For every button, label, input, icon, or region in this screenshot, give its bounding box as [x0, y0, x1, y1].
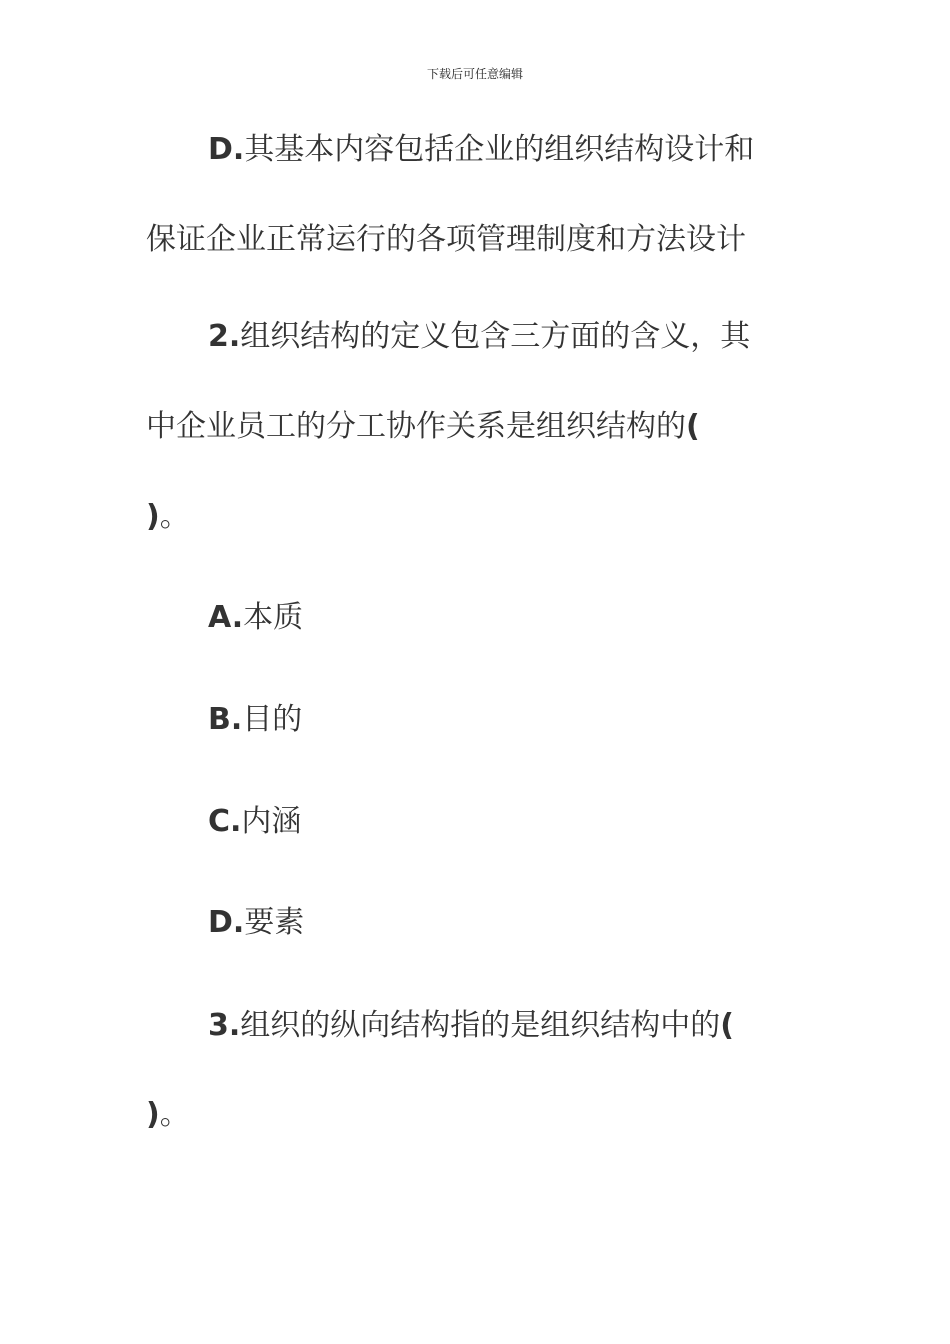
q2-line3	[146, 497, 190, 537]
option-label: D.	[208, 905, 245, 940]
blank-open-paren: (	[686, 409, 700, 444]
blank-close-paren: )	[146, 499, 160, 534]
question-text-continued: 中企业员工的分工协作关系是组织结构的	[146, 409, 686, 444]
q2-line1	[208, 317, 750, 357]
option-text: 其基本内容包括企业的组织结构设计和	[244, 132, 755, 167]
option-text: 内涵	[241, 804, 302, 839]
q2-option-c	[208, 802, 301, 842]
q2-option-a	[208, 598, 303, 638]
blank-open-paren: (	[720, 1008, 734, 1043]
question-text: 组织结构的定义包含三方面的含义，其	[240, 319, 751, 354]
q3-line2	[146, 1095, 190, 1135]
q1-option-d-line1	[208, 130, 754, 170]
option-label: B.	[208, 702, 243, 737]
q2-option-b	[208, 700, 302, 740]
question-end-punct: 。	[159, 1097, 190, 1132]
page-header: 下载后可任意编辑	[426, 67, 523, 81]
question-number: 2.	[208, 319, 241, 354]
option-label: A.	[208, 600, 244, 635]
question-text: 组织的纵向结构指的是组织结构中的	[240, 1008, 721, 1043]
option-text-continued: 保证企业正常运行的各项管理制度和方法设计	[146, 222, 746, 257]
q3-line1	[208, 1006, 734, 1046]
option-label: C.	[208, 804, 242, 839]
q2-option-d	[208, 903, 304, 943]
option-text: 要素	[244, 905, 305, 940]
question-end-punct: 。	[159, 499, 190, 534]
option-label: D.	[208, 132, 245, 167]
blank-close-paren: )	[146, 1097, 160, 1132]
q1-option-d-line2	[146, 220, 746, 260]
q2-line2	[146, 407, 700, 447]
question-number: 3.	[208, 1008, 241, 1043]
option-text: 本质	[243, 600, 304, 635]
option-text: 目的	[242, 702, 303, 737]
